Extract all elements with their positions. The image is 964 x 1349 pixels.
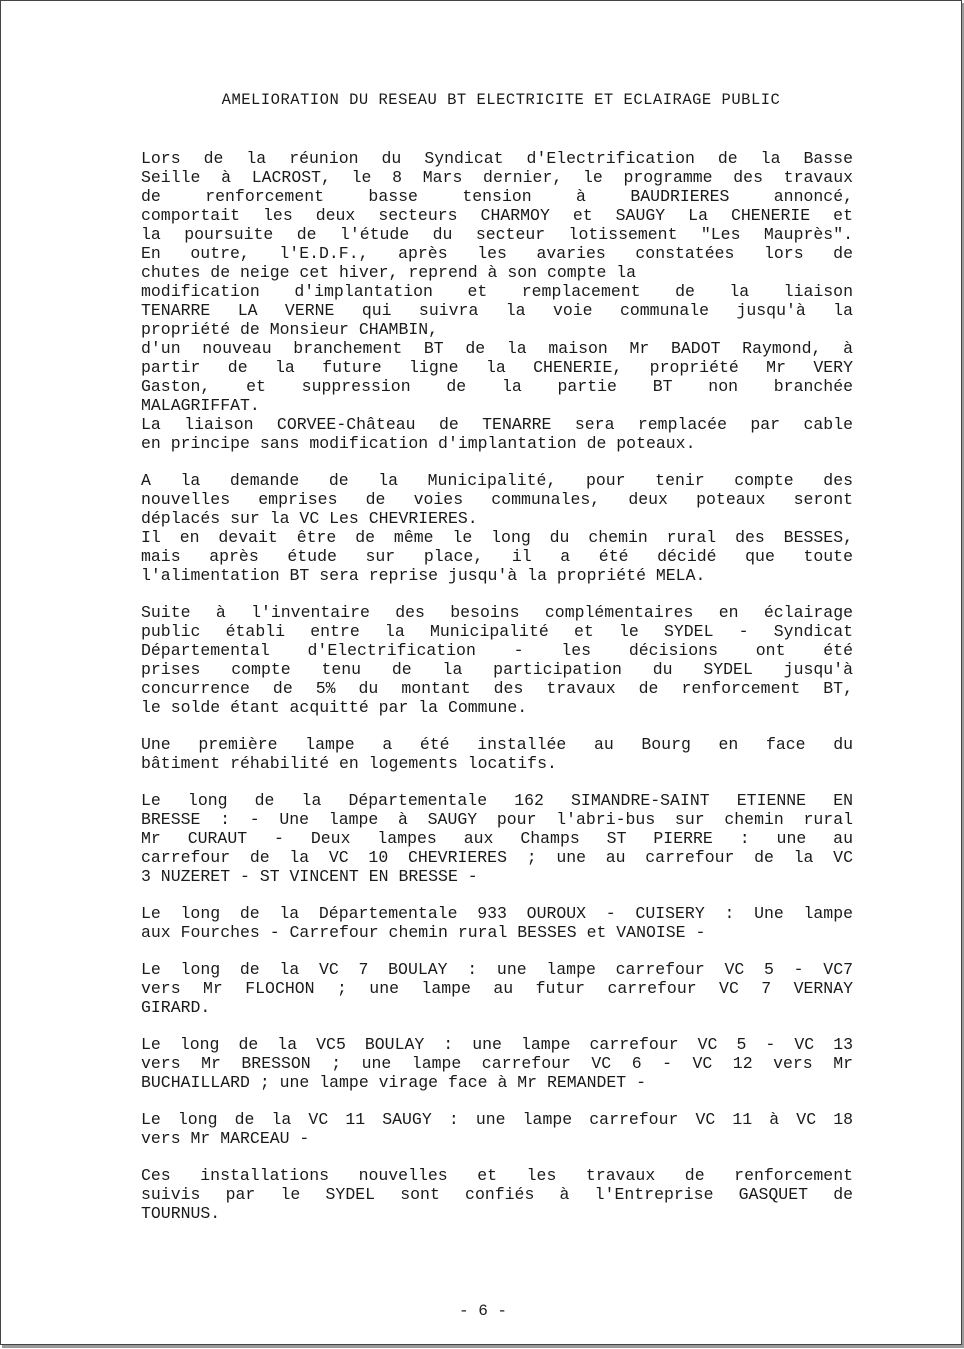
text-line: Le long de la Départementale 162 SIMANDRE-SAINT ETIENNE EN (141, 791, 853, 810)
text-line: vers Mr FLOCHON ; une lampe au futur carrefour VC 7 VERNAY (141, 979, 853, 998)
text-line: public établi entre la Municipalité et le SYDEL - Syndicat (141, 622, 853, 641)
text-line: en principe sans modification d'implantation de poteaux. (141, 434, 696, 453)
text-line: chutes de neige cet hiver, reprend à son compte la (141, 263, 637, 282)
text-line: de renforcement basse tension à BAUDRIERES annoncé, (141, 187, 853, 206)
text-line: BRESSE : - Une lampe à SAUGY pour l'abri-bus sur chemin rural (141, 810, 853, 829)
text-line: mais après étude sur place, il a été décidé que toute (141, 547, 853, 566)
paragraph (141, 603, 853, 717)
text-line: Seille à LACROST, le 8 Mars dernier, le programme des travaux (141, 168, 853, 187)
text-line: Le long de la VC 11 SAUGY : une lampe carrefour VC 11 à VC 18 (141, 1110, 853, 1129)
document-title: AMELIORATION DU RESEAU BT ELECTRICITE ET ECLAIRAGE PUBLIC (221, 91, 781, 109)
text-line: d'un nouveau branchement BT de la maison Mr BADOT Raymond, à (141, 339, 853, 358)
paragraph (141, 149, 853, 453)
text-line: le solde étant acquitté par la Commune. (141, 698, 528, 717)
text-line: modification d'implantation et remplacement de la liaison (141, 282, 853, 301)
text-line: Il en devait être de même le long du chemin rural des BESSES, (141, 528, 853, 547)
text-line: BUCHAILLARD ; une lampe virage face à Mr REMANDET - (141, 1073, 646, 1092)
text-line: TOURNUS. (141, 1204, 221, 1223)
paragraph (141, 1166, 853, 1223)
text-line: Suite à l'inventaire des besoins complémentaires en éclairage (141, 603, 853, 622)
text-line: concurrence de 5% du montant des travaux de renforcement BT, (141, 679, 853, 698)
paragraph (141, 960, 853, 1017)
text-line: Le long de la Départementale 933 OUROUX - CUISERY : Une lampe (141, 904, 853, 923)
text-line: la poursuite de l'étude du secteur lotissement "Les Mauprès". (141, 225, 853, 244)
paragraph (141, 1035, 853, 1092)
paragraph (141, 791, 853, 886)
text-line: Le long de la VC 7 BOULAY : une lampe carrefour VC 5 - VC7 (141, 960, 853, 979)
text-line: vers Mr MARCEAU - (141, 1129, 310, 1148)
text-line: Une première lampe a été installée au Bourg en face du (141, 735, 853, 754)
text-line: partir de la future ligne la CHENERIE, propriété Mr VERY (141, 358, 853, 377)
text-line: suivis par le SYDEL sont confiés à l'Entreprise GASQUET de (141, 1185, 853, 1204)
text-line: GIRARD. (141, 998, 211, 1017)
text-line: comportait les deux secteurs CHARMOY et SAUGY La CHENERIE et (141, 206, 853, 225)
text-line: Mr CURAUT - Deux lampes aux Champs ST PIERRE : une au (141, 829, 853, 848)
paragraph (141, 1110, 853, 1148)
text-line: propriété de Monsieur CHAMBIN, (141, 320, 439, 339)
paragraph (141, 471, 853, 585)
text-line: MALAGRIFFAT. (141, 396, 260, 415)
text-line: carrefour de la VC 10 CHEVRIERES ; une au carrefour de la VC (141, 848, 853, 867)
text-line: Le long de la VC5 BOULAY : une lampe carrefour VC 5 - VC 13 (141, 1035, 853, 1054)
paragraph (141, 735, 853, 773)
text-line: TENARRE LA VERNE qui suivra la voie communale jusqu'à la (141, 301, 853, 320)
text-line: prises compte tenu de la participation du SYDEL jusqu'à (141, 660, 853, 679)
text-line: Gaston, et suppression de la partie BT non branchée (141, 377, 853, 396)
text-line: Ces installations nouvelles et les travaux de renforcement (141, 1166, 853, 1185)
text-line: A la demande de la Municipalité, pour tenir compte des (141, 471, 853, 490)
text-line: vers Mr BRESSON ; une lampe carrefour VC 6 - VC 12 vers Mr (141, 1054, 853, 1073)
text-line: Lors de la réunion du Syndicat d'Electrification de la Basse (141, 149, 853, 168)
text-line: l'alimentation BT sera reprise jusqu'à la propriété MELA. (141, 566, 706, 585)
text-line: Départemental d'Electrification - les décisions ont été (141, 641, 853, 660)
document-body (141, 149, 853, 1241)
text-line: bâtiment réhabilité en logements locatifs. (141, 754, 557, 773)
text-line: nouvelles emprises de voies communales, deux poteaux seront (141, 490, 853, 509)
text-line: aux Fourches - Carrefour chemin rural BESSES et VANOISE - (141, 923, 706, 942)
text-line: déplacés sur la VC Les CHEVRIERES. (141, 509, 478, 528)
text-line: 3 NUZERET - ST VINCENT EN BRESSE - (141, 867, 478, 886)
paragraph (141, 904, 853, 942)
page-number: - 6 - (458, 1302, 507, 1320)
text-line: En outre, l'E.D.F., après les avaries constatées lors de (141, 244, 853, 263)
text-line: La liaison CORVEE-Château de TENARRE sera remplacée par cable (141, 415, 853, 434)
